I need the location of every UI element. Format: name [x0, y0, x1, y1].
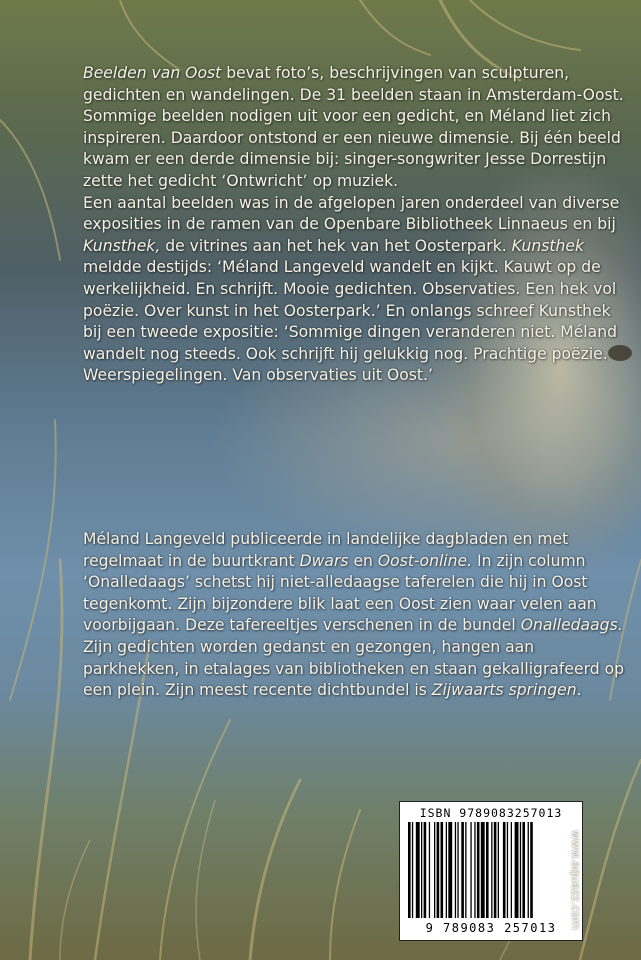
barcode-bar — [522, 822, 525, 918]
barcode-bar — [528, 822, 529, 918]
barcode-bar — [434, 822, 435, 918]
barcode-bar — [416, 822, 420, 918]
barcode-bar — [446, 822, 447, 918]
poems-text-a: Zijn gedichten worden gedanst en gezongen, hangen aan parkhekken, in etalages van bibliotheken en staan gekalligrafeerd op een plein. Zijn meest recente dichtbundel is — [83, 637, 625, 700]
barcode-bar — [494, 822, 497, 918]
exhibitions-text-a: Een aantal beelden was in de afgelopen jaren onderdeel van diverse exposities in de ramen van de Openbare Bibliotheek Linnaeus en bij — [83, 193, 620, 234]
paragraph-intro — [83, 63, 628, 193]
barcode-bar — [441, 822, 444, 918]
zijwaarts-italic: Zijwaarts springen — [431, 681, 577, 700]
poems-text-b: . — [576, 681, 582, 700]
barcode-bar — [530, 822, 533, 918]
website-url[interactable]: www.aquazz.com — [569, 830, 583, 930]
barcode-bar — [437, 822, 440, 918]
barcode-bar — [515, 822, 519, 918]
barcode-bar — [491, 822, 492, 918]
exhibitions-text-c: meldde destijds: ‘Méland Langeveld wandelt en kijkt. Kauwt op de werkelijkheid. En schrijft. Mooie gedichten. Observaties. Een hek vol poëzie. Over kunst in het Oosterpark.’ En onlangs schreef Kunsthek bij een tweede expositie: ‘Sommige dingen veranderen niet. Méland wandelt nog steeds. Ook schrijft hij gelukkig nog. Prachtige poëzie. Weerspiegelingen. Van observaties uit Oost.’ — [83, 258, 617, 385]
barcode-bar — [481, 822, 485, 918]
kunsthek-italic-2: Kunsthek — [511, 236, 584, 255]
isbn-digits: 9 789083 257013 — [425, 921, 557, 935]
barcode-bar — [474, 822, 475, 918]
barcode-bar — [477, 822, 480, 918]
barcode-bar — [424, 822, 427, 918]
barcode-bar — [465, 822, 466, 918]
barcode-bar — [429, 822, 430, 918]
barcode-bar — [486, 822, 489, 918]
barcode-bar — [520, 822, 521, 918]
barcode-bar — [503, 822, 506, 918]
intro-text: bevat foto’s, beschrijvingen van sculpturen, gedichten en wandelingen. De 31 beelden staan in Amsterdam-Oost. Sommige beelden nodigen uit voor een gedicht, en Méland liet zich inspireren. Daardoor ontstond er een nieuwe dimensie. Bij één beeld kwam er een derde dimensie bij: singer-songwriter Jesse Dorrestijn zette het gedicht ‘Ontwricht’ op muziek. — [83, 64, 624, 190]
author-bio-block — [83, 529, 628, 702]
paragraph-poems — [83, 637, 628, 702]
paragraph-publications — [83, 529, 628, 637]
publications-text-b: en — [348, 551, 378, 570]
kunsthek-italic-1: Kunsthek, — [83, 236, 161, 255]
barcode-bar — [448, 822, 452, 918]
isbn-barcode — [399, 801, 583, 941]
barcode-bar — [408, 822, 411, 918]
barcode-bar — [470, 822, 471, 918]
barcode-bar — [507, 822, 508, 918]
barcode-bar — [457, 822, 458, 918]
barcode-bar — [412, 822, 413, 918]
barcode-bar — [461, 822, 464, 918]
barcode-bar — [421, 822, 422, 918]
barcode-bar — [498, 822, 499, 918]
barcode-bar — [455, 822, 456, 918]
barcode-bars — [406, 822, 576, 920]
publications-text-c: In zijn column ‘Onalledaags’ schetst hij niet-alledaagse taferelen die hij in Oost tegenkomt. Zijn bijzondere blik laat een Oost zien waar velen aan voorbijgaan. Deze tafereeltjes verschenen in de bundel — [83, 551, 597, 635]
oost-online-italic: Oost-online. — [377, 551, 473, 570]
book-title-italic: Beelden van Oost — [83, 64, 222, 82]
isbn-label: ISBN 9789083257013 — [419, 806, 563, 820]
exhibitions-text-b: de vitrines aan het hek van het Oosterpark. — [160, 236, 512, 255]
description-block — [83, 63, 628, 387]
onalledaags-italic: Onalledaags. — [520, 616, 623, 635]
paragraph-exhibitions — [83, 193, 628, 387]
publications-text-a: Méland Langeveld publiceerde in landelijke dagbladen en met regelmaat in de buurtkrant — [83, 530, 569, 570]
dwars-italic: Dwars — [299, 551, 349, 570]
barcode-bar — [511, 822, 512, 918]
